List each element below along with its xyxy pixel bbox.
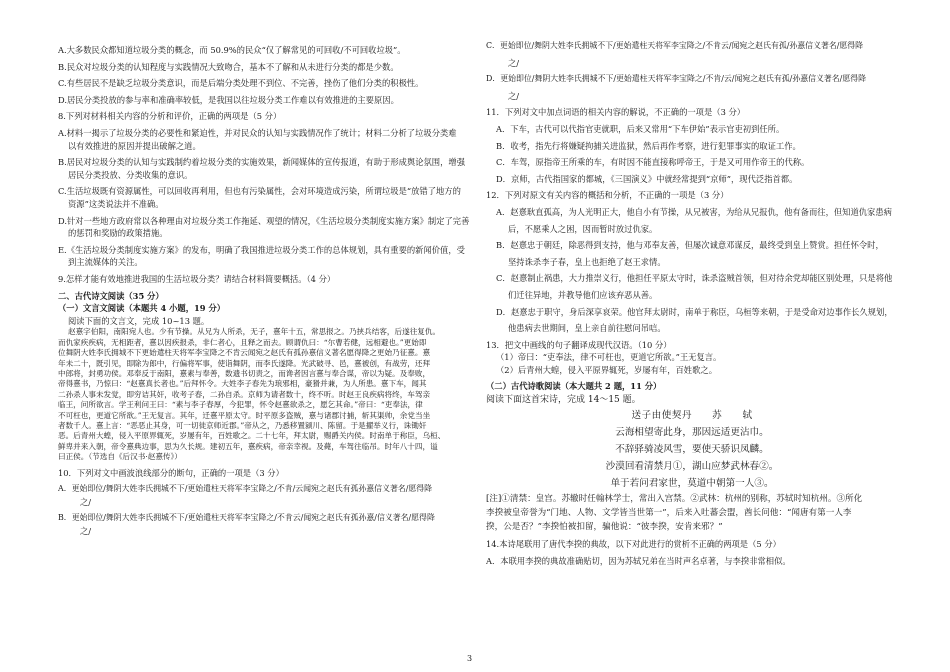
q12-option-b-cont: 坚持诛杀李子春，皇上也拒绝了赵王求情。 <box>508 256 666 267</box>
q7-option-d: D.居民分类投放的参与率和准确率较低，是我国以往垃圾分类工作难以有效推进的主要原因。 <box>58 94 399 105</box>
q11-option-b: B．收考，指先行将嫌疑拘捕关进监狱，然后再作考察，进行犯罪事实的取证工作。 <box>496 140 801 151</box>
q8-option-a-cont: 以有效推进的原因并提出破解之道。 <box>68 140 201 151</box>
q10-option-d: D．更始即位/舞阴大姓李氏拥城不下/更始遣柱天将军李宝降之/不肯/云/闻宛之赵氏有孤/孙憙信义著名/愿得降 <box>486 74 867 84</box>
passage-line: 临王，问所欲言。学王利问王曰：“素与李子春厚，今犯罪，怀令赵憙欲杀之，愿乞其命。”帝曰：“吏奉法，律 <box>58 400 423 410</box>
poem-line: 沙漠回看清禁月①，湖山应梦武林春②。 <box>605 461 779 473</box>
passage-line: 曰正侯。（节选自《后汉书·赵憙传》） <box>58 452 182 462</box>
poem-title: 送子由使契丹 苏 轼 <box>631 410 753 422</box>
q11-option-a: A．下车，古代可以代指官吏就职，后来又常用“下车伊始”表示官吏初到任所。 <box>496 123 785 134</box>
passage-line: 位舞阴大姓李氏拥城不下更始遣柱天将军李宝降之不肯云闻宛之赵氏有孤孙憙信义著名愿得降之更始乃征憙。憙 <box>58 348 431 358</box>
q10-option-b-cont: 之/ <box>80 525 92 536</box>
passage-line: 帝得憙书，乃惊曰：“赵憙真长者也。”后拜怀令。大姓李子春先为琅邪相，豪猾并兼，为人所患。憙下车，闻其 <box>58 379 427 389</box>
q8-option-b-cont: 居民分类投放、分类收集的意识。 <box>68 169 193 180</box>
passage-intro: 阅读下面的文言文，完成 10~13 题。 <box>68 315 210 326</box>
q7-option-b: B.民众对垃圾分类的认知程度与实践情况大致吻合，基本不了解和从未进行分类的都是少数。 <box>58 61 399 72</box>
q12-option-c: C．赵憙制止祸患，大力推崇义行，他担任平原太守时，诛杀盗贼首领，但对待余党却能区别处理，只是将他 <box>496 273 893 284</box>
q8-option-a: A.材料一揭示了垃圾分类的必要性和紧迫性，并对民众的认知与实践情况作了统计；材料二分析了垃圾分类难 <box>58 127 457 138</box>
subsection-1-heading: （一）文言文阅读（本题共 4 小题，19 分） <box>58 303 226 314</box>
passage-line: 年未二十，既引见，即除为郎中，行偏将军事，使诣舞阴，而李氏遂降。光武破寻、邑，憙被创，有战劳，还拜 <box>58 358 431 368</box>
q13-sentence-2: （2）后青州大蝗，侵入平原界辄死，岁屡有年，百姓歌之。 <box>496 364 717 375</box>
q12-option-a: A．赵憙耿直孤高，为人光明正大，他自小有节操，从兄被害，为给从兄报仇，他有备而往，但知道仇家患病 <box>496 206 892 217</box>
right-column <box>486 40 898 567</box>
q10-option-a-cont: 之/ <box>80 496 92 507</box>
q12-option-c-cont: 们迁往异地，并教导他们应该弃恶从善。 <box>508 289 658 300</box>
classical-passage <box>58 327 478 462</box>
page-number: 3 <box>467 654 473 663</box>
poem-line: 不辞驿骑凌风雪，要使天骄识凤麟。 <box>615 444 769 456</box>
q12-stem: 12．下列对原文有关内容的概括和分析，不正确的一项是（3 分） <box>486 190 729 201</box>
passage-line: 赵憙字伯阳，南阳宛人也。少有节操。从兄为人所杀，无子，憙年十五，常思报之。乃挟兵结客，后遂往复仇。 <box>68 327 441 337</box>
q14-option-a: A．本联用李揆的典故准确贴切，因为苏轼兄弟在当时声名卓著，与李揆非常相似。 <box>486 555 791 566</box>
q11-option-c: C．车驾，原指帝王所乘的车，有时因不能直接称呼帝王，于是又可用作帝王的代称。 <box>496 157 810 168</box>
q10-stem: 10．下列对文中画波浪线部分的断句，正确的一项是（3 分） <box>58 467 284 478</box>
q8-option-d: D.针对一些地方政府常以各种理由对垃圾分类工作拖延、观望的情况，《生活垃圾分类制度实施方案》制定了完善 <box>58 215 470 226</box>
q13-stem: 13．把文中画线的句子翻译成现代汉语。（10 分） <box>486 339 672 350</box>
q8-option-e-cont: 到主流媒体的关注。 <box>68 257 143 268</box>
passage-line: 鲜卑并来入朝，帝令憙典边事，思为久长规。建初五年，憙疾病，帝亲幸视。及薨，车驾往临吊。时年八十四，谥 <box>58 441 438 451</box>
q9-stem: 9.怎样才能有效地推进我国的生活垃圾分类？请结合材料简要概括。（4 分） <box>58 273 336 284</box>
q10-option-c-cont: 之/ <box>508 57 520 68</box>
q7-option-a: A.大多数民众都知道垃圾分类的概念，而 50.9%的民众“仅了解常见的可回收/不可回收垃圾”。 <box>58 45 406 55</box>
q12-option-a-cont: 后，不愿乘人之困，因而暂时放过仇家。 <box>508 223 658 234</box>
q8-option-b: B.居民对垃圾分类的认知与实践制约着垃圾分类的实施效果，新闻媒体的宣传报道，有助于形成舆论氛围，增强 <box>58 157 465 168</box>
q14-stem: 14.本诗尾联用了唐代李揆的典故，以下对此进行的赏析不正确的两项是（5 分） <box>486 539 781 550</box>
passage-line: 二孙杀人事未发觉，即穷诘其奸，收考子春，二孙自杀。京师为请者数十，终不听。时赵王良疾病将终，车驾亲 <box>58 389 431 399</box>
poem-note: 揆，公是否？”李揆怕被扣留，骗他说：“彼李揆，安肯来邪？” <box>486 522 723 533</box>
poem-intro: 阅读下面这首宋诗，完成 14～15 题。 <box>486 395 641 406</box>
q8-option-c: C.生活垃圾既有资源属性，可以回收再利用，但也有污染属性，会对环境造成污染，所谓垃圾是“放错了地方的 <box>58 186 461 197</box>
passage-line: 中郎将，封勇功侯。邓奉反于南阳，憙素与奉善，数遗书切责之，而谗者因言憙与奉合谋，帝以为疑。及奉败， <box>58 368 431 378</box>
q12-option-d-cont: 他患病去世期间，皇上亲自前往慰问吊唁。 <box>508 323 666 334</box>
poem-note: 李揆被皇帝誉为“门地、人物、文学皆当世第一”，后来入吐蕃会盟，酋长问他：“闻唐有第一人李 <box>486 508 852 519</box>
q8-option-d-cont: 的惩罚和奖励的政策措施。 <box>68 228 168 239</box>
q8-option-e: E.《生活垃圾分类制度实施方案》的发布，明确了我国推进垃圾分类工作的总体规划，具有重要的新闻价值，受 <box>58 244 465 255</box>
left-column <box>58 44 478 538</box>
q11-option-d: D．京师，古代指国家的都城，《三国演义》中就经常提到“京师”，现代泛指首都。 <box>496 173 798 184</box>
section-2-heading: 二、古代诗文阅读（35 分） <box>58 290 164 301</box>
passage-line: 恶。后青州大蝗，侵入平原界辄死，岁屡有年，百姓歌之。二十七年，拜太尉，赐爵关内侯。时南单于称臣，乌桓、 <box>58 431 446 441</box>
passage-line: 不可枉也，更道它所欲。”王无复言。其年，迁憙平原太守。时平原多盗贼，憙与诸郡讨捕，斩其渠帅，余党当坐 <box>58 410 431 420</box>
q7-option-c: C.有些居民不是缺乏垃圾分类意识，而是后端分类处理不到位、不完善，挫伤了他们分类的积极性。 <box>58 78 424 89</box>
poem-line: 云海相望寄此身，那因远适更沾巾。 <box>615 427 769 439</box>
q12-option-d: D．赵憙忠于职守，身后深享哀荣。他官拜太尉时，南单于称臣，乌桓等来朝，于是受命对边事作长久规划， <box>496 306 893 317</box>
passage-line: 而仇家疾疾病，无相距者，憙以因疾报杀，非仁者心，且释之而去。顾谓仇曰：“尔曹若健，远相避也。”更始即 <box>58 337 427 347</box>
q13-sentence-1: （1）帝曰：“吏奉法，律不可枉也，更道它所欲。”王无复言。 <box>496 352 722 363</box>
q8-stem: 8.下列对材料相关内容的分析和评价，正确的两项是（5 分） <box>58 111 282 122</box>
q12-option-b: B．赵憙忠于朝廷，除恶得到支持，他与邓奉友善，但屡次诚意邓谋反，最终受到皇上赞赏。担任怀令时， <box>496 240 884 251</box>
subsection-2-heading: （二）古代诗歌阅读（本大题共 2 题，11 分） <box>486 381 662 392</box>
poem-note: [注]①清禁：皇宫。苏辙时任翰林学士，常出入宫禁。②武林：杭州的别称，苏轼时知杭州。③所化 <box>486 494 863 505</box>
q8-option-c-cont: 资源”这类说法并不准确。 <box>68 198 164 209</box>
passage-line: 者数千人。憙上言：“恶恶止其身，可一切徙京师近郡。”帝从之，乃悉移置颍川、陈留。于是擢举义行，诛锄奸 <box>58 420 427 430</box>
poem-line: 单于若问君家世，莫道中朝第一人③。 <box>610 478 774 490</box>
q10-option-d-cont: 之/ <box>508 90 520 101</box>
q10-option-a: A．更始即位/舞阴大姓李氏拥城不下/更始遣柱天将军李宝降之/不肯/云闻宛之赵氏有孤孙憙信义著名/愿得降 <box>58 484 433 494</box>
q10-option-b: B．更始即位/舞阴大姓李氏拥城不下/更始遣柱天将军李宝降之/不肯云/闻宛之赵氏有孤孙憙/信义著名/愿得降 <box>58 513 435 523</box>
q10-option-c: C．更始即位/舞阴大姓李氏拥城不下/更始遣柱天将军李宝降之/不肯云/闻宛之赵氏有孤/孙憙信义著名/愿得降 <box>486 41 864 50</box>
q11-stem: 11．下列对文中加点词语的相关内容的解说，不正确的一项是（3 分） <box>486 107 746 118</box>
